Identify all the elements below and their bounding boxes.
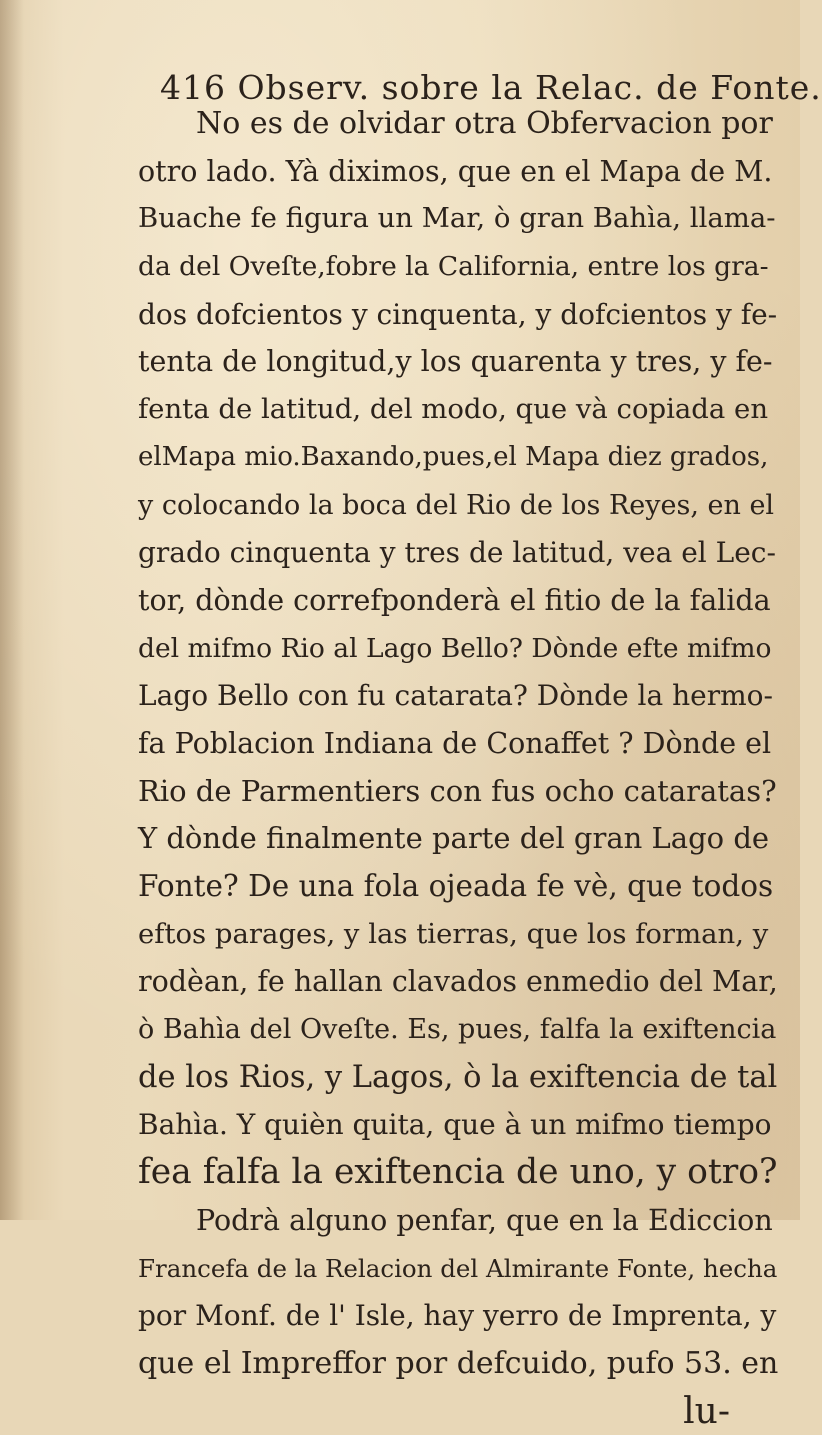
- text-line: que el Impreffor por defcuido, pufo 53. en: [138, 1345, 779, 1381]
- text-line: fa Poblacion Indiana de Conaffet ? Dònde el: [138, 726, 772, 760]
- text-line: rodèan, fe hallan clavados enmedio del Mar,: [138, 965, 778, 999]
- text-line: Podrà alguno penfar, que en la Ediccion: [196, 1203, 773, 1237]
- text-line: grado cinquenta y tres de latitud, vea el Lec-: [138, 536, 776, 570]
- text-line: tenta de longitud,y los quarenta y tres, y fe-: [138, 345, 773, 379]
- text-line: Lago Bello con fu catarata? Dònde la hermo-: [138, 679, 773, 713]
- text-line: No es de olvidar otra Obfervacion por: [196, 106, 773, 141]
- text-line: Fonte? De una fola ojeada fe vè, que todos: [138, 869, 774, 903]
- text-line: da del Oveſte,fobre la California, entre los gra-: [138, 251, 769, 283]
- text-line: Buache fe figura un Mar, ò gran Bahìa, llama-: [138, 202, 776, 235]
- text-line: Francefa de la Relacion del Almirante Fonte, hecha: [138, 1253, 778, 1283]
- text-line: Bahìa. Y quièn quita, que à un mifmo tiempo: [138, 1108, 772, 1142]
- text-line: otro lado. Yà diximos, que en el Mapa de M.: [138, 154, 773, 188]
- text-line: del mifmo Rio al Lago Bello? Dònde efte mifmo: [138, 632, 772, 664]
- text-line: de los Rios, y Lagos, ò la exiftencia de tal: [138, 1059, 778, 1095]
- text-line: fea falfa la exiftencia de uno, y otro?: [138, 1152, 778, 1193]
- text-line: ò Bahìa del Oveſte. Es, pues, falfa la exiftencia: [138, 1014, 777, 1046]
- page-gutter-shadow: [0, 0, 24, 1220]
- text-line: Y dònde finalmente parte del gran Lago de: [138, 821, 770, 856]
- text-line: eftos parages, y las tierras, que los forman, y: [138, 917, 769, 950]
- body-text: [138, 100, 778, 1435]
- text-line: dos dofcientos y cinquenta, y dofcientos y fe-: [138, 297, 778, 331]
- text-line: tor, dònde correfponderà el fitio de la falida: [138, 583, 771, 617]
- catchword: lu-: [683, 1390, 730, 1432]
- running-head: 416 Observ. sobre la Relac. de Fonte.: [160, 68, 822, 107]
- text-line: y colocando la boca del Rio de los Reyes, en el: [138, 489, 775, 521]
- text-line: Rio de Parmentiers con fus ocho cataratas?: [138, 773, 777, 808]
- text-line: por Monf. de l' Isle, hay yerro de Imprenta, y: [138, 1299, 777, 1333]
- text-line: fenta de latitud, del modo, que và copiada en: [138, 393, 769, 426]
- text-line: elMapa mio.Baxando,pues,el Mapa diez grados,: [138, 441, 769, 472]
